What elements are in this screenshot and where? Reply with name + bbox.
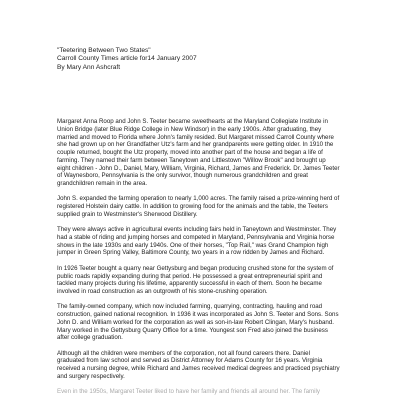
text-line: Although all the children were members of the corporation, not all found careers there. Daniel bbox=[57, 349, 310, 357]
article-source: Carroll County Times article for14 January 2007 bbox=[57, 55, 197, 63]
text-line: shows in the late 1930s and early 1940s. One of their horses, "Top Rail," was Grand Champion high bbox=[57, 241, 329, 249]
article-header bbox=[57, 47, 357, 72]
text-line: registered Holstein dairy cattle. In addition to growing food for the animals and the table, the Teeters bbox=[57, 203, 328, 211]
paragraph-4 bbox=[57, 265, 351, 296]
text-line: after college graduation. bbox=[57, 334, 123, 342]
article-author: By Mary Ann Ashcraft bbox=[57, 63, 121, 71]
paragraph-1 bbox=[57, 118, 351, 188]
text-line: farming. They named their farm between Taneytown and Littlestown "Willow Brook" and brought up bbox=[57, 156, 326, 164]
paragraph-6 bbox=[57, 350, 351, 381]
paragraph-3 bbox=[57, 226, 351, 257]
text-line: received a nursing degree, while Richard and James received medical degrees and practiced psychiatry bbox=[57, 365, 340, 373]
text-line: had a stable of riding and jumping horses and competed in Maryland, Pennsylvania and Virginia horse bbox=[57, 233, 335, 241]
text-line: of Waynesboro, Pennsylvania is the only survivor, though numerous grandchildren and great bbox=[57, 172, 309, 180]
text-line: Even in the 1950s, Margaret Teeter liked to have her family and friends all around her. The family bbox=[57, 388, 320, 396]
text-line: The family-owned company, which now included farming, quarrying, contracting, hauling and road bbox=[57, 303, 323, 311]
paragraph-2 bbox=[57, 195, 351, 218]
text-line: supplied grain to Westminster's Sherwood Distillery. bbox=[57, 210, 198, 218]
text-line: jumper in Green Spring Valley, Baltimore County, two years in a row ridden by James and Richard. bbox=[57, 249, 325, 257]
text-line: married and moved to Florida where John's family resided. But Margaret missed Carroll County where bbox=[57, 133, 334, 141]
text-line: she had grown up on her Grandfather Utz's farm and her grandparents were getting older. In 1910 the bbox=[57, 141, 334, 149]
text-line: and surgery respectively. bbox=[57, 372, 125, 380]
text-line: In 1926 Teeter bought a quarry near Gettysburg and began producing crushed stone for the system of bbox=[57, 264, 334, 272]
text-line: graduated from law school and served as District Attorney for Adams County for 16 years. Virginia bbox=[57, 357, 323, 365]
text-line: John D. and William worked for the corporation as well as son-in-law Robert Clingan, Mary's husband. bbox=[57, 318, 334, 326]
article-title: "Teetering Between Two States" bbox=[57, 47, 151, 54]
text-line: They were always active in agricultural events including fairs held in Taneytown and Westminster. They bbox=[57, 226, 337, 234]
article-body bbox=[57, 118, 351, 400]
text-line: John S. expanded the farming operation to nearly 1,000 acres. The family raised a prize-winning herd of bbox=[57, 195, 340, 203]
text-line: public roads rapidly expanding during that period. He possessed a great entrepreneurial spirit and bbox=[57, 272, 323, 280]
text-line: involved in road construction as an outgrowth of his stone-crushing operation. bbox=[57, 288, 268, 296]
text-line: Mary worked in the Gettysburg Quarry Office for a time. Youngest son Fred also joined the business bbox=[57, 326, 328, 334]
text-line: couple returned, bought the Utz property, moved into another part of the house and began a life of bbox=[57, 149, 323, 156]
text-line: tackled many projects during his lifetime, apparently successful in each of them. Soon he became bbox=[57, 280, 322, 288]
paragraph-7-cutoff bbox=[57, 388, 351, 396]
text-line: Union Bridge (later Blue Ridge College in New Windsor) in the early 1900s. After graduating, they bbox=[57, 125, 322, 133]
text-line: construction, gained national recognition. In 1936 it was incorporated as John S. Teeter and Sons. Sons bbox=[57, 311, 339, 319]
text-line: Margaret Anna Roop and John S. Teeter became sweethearts at the Maryland Collegiate Institute in bbox=[57, 118, 328, 125]
paragraph-5 bbox=[57, 303, 351, 342]
text-line: grandchildren remain in the area. bbox=[57, 180, 148, 187]
text-line: eight children - John D., Daniel, Mary, William, Virginia, Richard, James and Frederick. Dr. James Teeter bbox=[57, 164, 340, 172]
